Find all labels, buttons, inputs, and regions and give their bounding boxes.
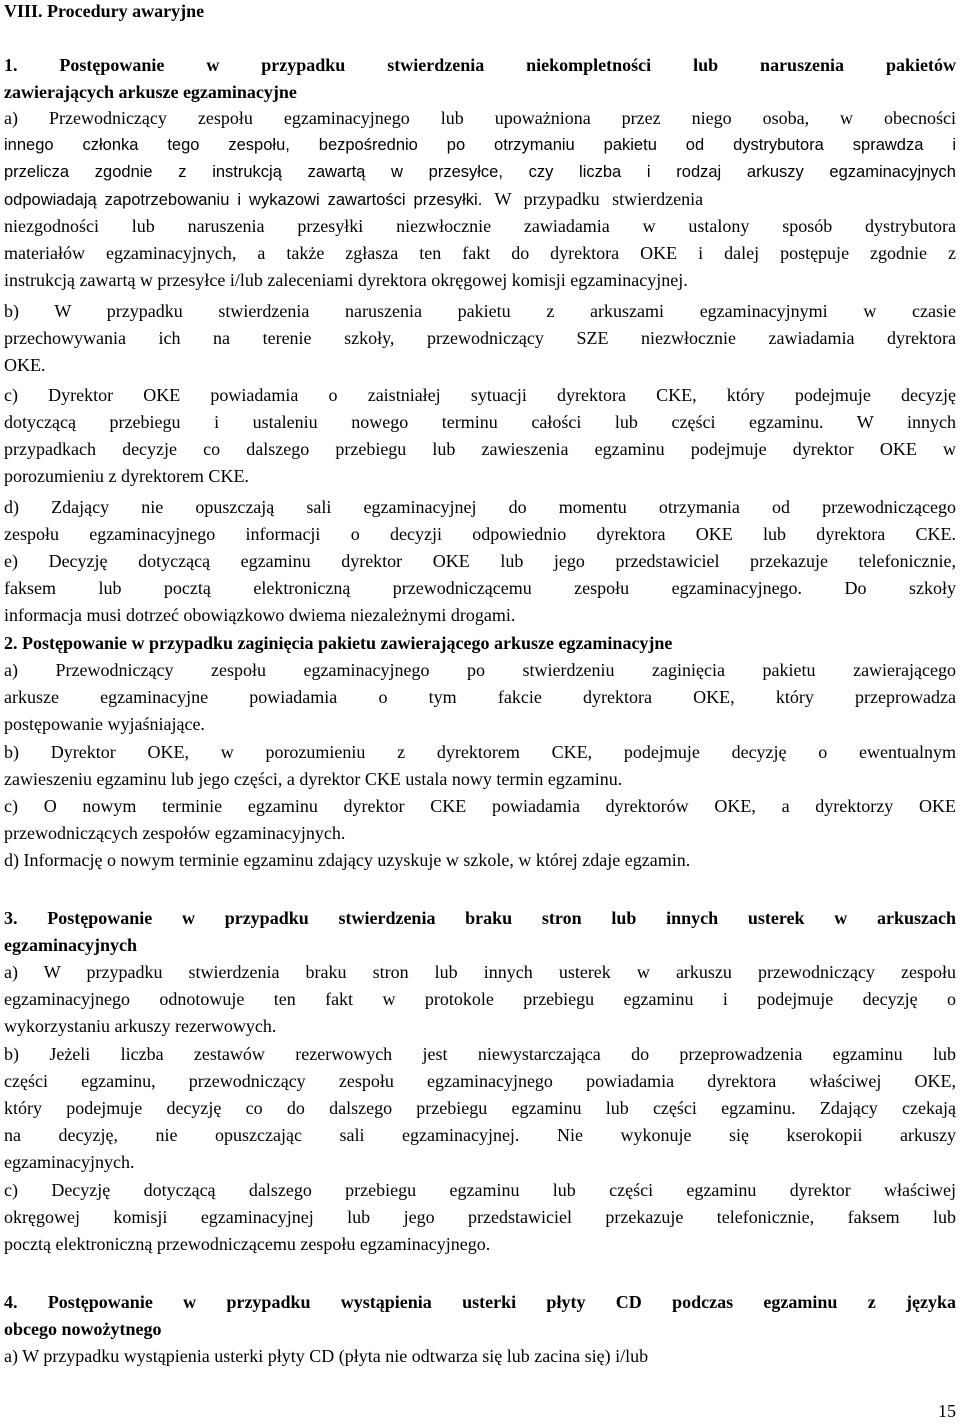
section-4-title-line-1: 4. Postępowanie w przypadku wystąpienia usterki płyty CD podczas egzaminu z języka [4, 1292, 956, 1312]
section-1-para-c-line-4: porozumieniu z dyrektorem CKE. [4, 466, 249, 486]
section-1-para-a-line-6: materiałów egzaminacyjnych, a także zgłasza ten fakt do dyrektora OKE i dalej postępuje zgodnie z [4, 243, 956, 263]
section-1-para-e-line-2: faksem lub pocztą elektroniczną przewodniczącemu zespołu egzaminacyjnego. Do szkoły [4, 578, 956, 598]
section-3-para-a-line-3: wykorzystaniu arkuszy rezerwowych. [4, 1016, 277, 1036]
section-1-para-e-line-1: e) Decyzję dotyczącą egzaminu dyrektor OKE lub jego przedstawiciel przekazuje telefonicznie, [4, 551, 956, 571]
chapter-title: VIII. Procedury awaryjne [4, 1, 205, 21]
section-1-para-a-line-1: a) Przewodniczący zespołu egzaminacyjnego lub upoważniona przez niego osoba, w obecności [4, 108, 956, 128]
section-2-title: 2. Postępowanie w przypadku zaginięcia pakietu zawierającego arkusze egzaminacyjne [4, 633, 673, 653]
section-4-para-a-line-1: a) W przypadku wystąpienia usterki płyty CD (płyta nie odtwarza się lub zacina się) i/lub [4, 1346, 649, 1366]
section-1-title-line-2: zawierających arkusze egzaminacyjne [4, 82, 297, 102]
section-3-title-line-2: egzaminacyjnych [4, 935, 137, 955]
section-1-para-a-line-4-sans: odpowiadają zapotrzebowaniu i wykazowi zawartości przesyłki. [4, 191, 483, 209]
page-number: 15 [938, 1401, 956, 1421]
section-3-para-c-line-1: c) Decyzję dotyczącą dalszego przebiegu egzaminu lub części egzaminu dyrektor właściwej [4, 1180, 956, 1200]
section-1-para-c-line-1: c) Dyrektor OKE powiadamia o zaistniałej sytuacji dyrektora CKE, który podejmuje decyzję [4, 385, 956, 405]
section-1-para-d-line-2: zespołu egzaminacyjnego informacji o decyzji odpowiednio dyrektora OKE lub dyrektora CKE. [4, 524, 956, 544]
section-2-para-b-line-2: zawieszeniu egzaminu lub jego części, a dyrektor CKE ustala nowy termin egzaminu. [4, 769, 623, 789]
section-1-para-c-line-3: przypadkach decyzje co dalszego przebiegu lub zawieszenia egzaminu podejmuje dyrektor OKE w [4, 439, 956, 459]
section-3-para-b-line-3: który podejmuje decyzję co do dalszego przebiegu egzaminu lub części egzaminu. Zdający czekają [4, 1098, 956, 1118]
section-1-para-a-line-4 [4, 188, 956, 211]
section-3-para-c-line-2: okręgowej komisji egzaminacyjnej lub jego przedstawiciel przekazuje telefonicznie, faksem lub [4, 1207, 956, 1227]
section-3-para-b-line-5: egzaminacyjnych. [4, 1152, 135, 1172]
section-2-para-a-line-3: postępowanie wyjaśniające. [4, 714, 205, 734]
section-3-para-b-line-4: na decyzję, nie opuszczając sali egzaminacyjnej. Nie wykonuje się kserokopii arkuszy [4, 1125, 956, 1145]
section-2-para-c-line-1: c) O nowym terminie egzaminu dyrektor CKE powiadamia dyrektorów OKE, a dyrektorzy OKE [4, 796, 956, 816]
section-1-para-a-line-4-serif: W przypadku stwierdzenia [482, 189, 704, 209]
section-1-para-b-line-2: przechowywania ich na terenie szkoły, przewodniczący SZE niezwłocznie zawiadamia dyrektora [4, 328, 956, 348]
section-1-title-line-1: 1. Postępowanie w przypadku stwierdzenia niekompletności lub naruszenia pakietów [4, 55, 956, 75]
section-1-para-a-line-3: przelicza zgodnie z instrukcją zawartą w przesyłce, czy liczba i rodzaj arkuszy egzaminacyjnych [4, 163, 956, 181]
section-1-para-e-line-3: informacja musi dotrzeć obowiązkowo dwiema niezależnymi drogami. [4, 605, 516, 625]
section-3-para-a-line-2: egzaminacyjnego odnotowuje ten fakt w protokole przebiegu egzaminu i podejmuje decyzję o [4, 989, 956, 1009]
section-2-para-a-line-2: arkusze egzaminacyjne powiadamia o tym fakcie dyrektora OKE, który przeprowadza [4, 687, 956, 707]
section-2-para-a-line-1: a) Przewodniczący zespołu egzaminacyjnego po stwierdzeniu zaginięcia pakietu zawierającego [4, 660, 956, 680]
section-3-title-line-1: 3. Postępowanie w przypadku stwierdzenia braku stron lub innych usterek w arkuszach [4, 908, 956, 928]
section-1-para-b-line-3: OKE. [4, 355, 46, 375]
section-1-para-a-line-2: innego członka tego zespołu, bezpośrednio po otrzymaniu pakietu od dystrybutora sprawdza i [4, 136, 956, 154]
section-3-para-c-line-3: pocztą elektroniczną przewodniczącemu zespołu egzaminacyjnego. [4, 1234, 491, 1254]
section-3-para-b-line-2: części egzaminu, przewodniczący zespołu egzaminacyjnego powiadamia dyrektora właściwej OKE, [4, 1071, 956, 1091]
section-2-para-d-line-1: d) Informację o nowym terminie egzaminu zdający uzyskuje w szkole, w której zdaje egzamin. [4, 850, 691, 870]
section-3-para-a-line-1: a) W przypadku stwierdzenia braku stron lub innych usterek w arkuszu przewodniczący zespołu [4, 962, 956, 982]
section-1-para-a-line-5: niezgodności lub naruszenia przesyłki niezwłocznie zawiadamia w ustalony sposób dystrybutora [4, 216, 956, 236]
section-1-para-a-line-7: instrukcją zawartą w przesyłce i/lub zaleceniami dyrektora okręgowej komisji egzaminacyjnej. [4, 270, 688, 290]
section-3-para-b-line-1: b) Jeżeli liczba zestawów rezerwowych jest niewystarczająca do przeprowadzenia egzaminu lub [4, 1044, 956, 1064]
section-1-para-b-line-1: b) W przypadku stwierdzenia naruszenia pakietu z arkuszami egzaminacyjnymi w czasie [4, 301, 956, 321]
section-2-para-b-line-1: b) Dyrektor OKE, w porozumieniu z dyrektorem CKE, podejmuje decyzję o ewentualnym [4, 742, 956, 762]
section-4-title-line-2: obcego nowożytnego [4, 1319, 162, 1339]
section-2-para-c-line-2: przewodniczących zespołów egzaminacyjnych. [4, 823, 346, 843]
section-1-para-d-line-1: d) Zdający nie opuszczają sali egzaminacyjnej do momentu otrzymania od przewodniczącego [4, 497, 956, 517]
section-1-para-c-line-2: dotyczącą przebiegu i ustaleniu nowego terminu całości lub części egzaminu. W innych [4, 412, 956, 432]
